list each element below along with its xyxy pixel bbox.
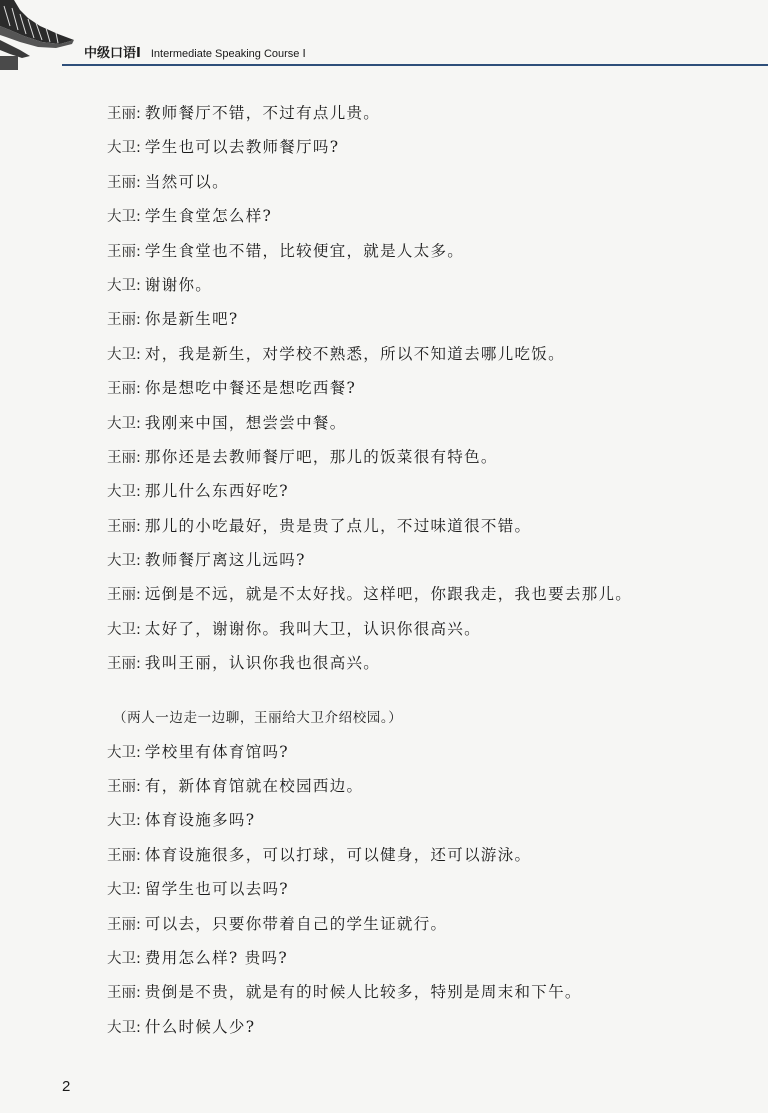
header-title-cn: 中级口语Ⅰ: [84, 46, 141, 61]
speaker-colon: :: [136, 847, 141, 864]
dialogue-line: [107, 474, 747, 508]
speaker-colon: :: [136, 985, 141, 1002]
speaker-name: 大卫: [107, 950, 136, 967]
speaker-colon: :: [136, 744, 141, 761]
speaker-colon: :: [136, 346, 141, 363]
speaker-colon: :: [136, 916, 141, 933]
dialogue-text: 那你还是去教师餐厅吧，那儿的饭菜很有特色。: [144, 447, 498, 466]
speaker-colon: :: [136, 381, 141, 398]
dialogue-text: 有，新体育馆就在校园西边。: [144, 777, 364, 796]
dialogue-line: [107, 975, 747, 1009]
stage-direction: （两人一边走一边聊，王丽给大卫介绍校园。）: [113, 709, 403, 726]
dialogue-text: 谢谢你。: [144, 275, 213, 294]
dialogue-line: [107, 612, 747, 646]
dialogue-text: 学生也可以去教师餐厅吗?: [144, 138, 340, 157]
speaker-name: 王丽: [107, 518, 136, 535]
dialogue-line: [107, 234, 747, 268]
dialogue-text: 留学生也可以去吗?: [144, 880, 289, 899]
dialogue-line: [107, 440, 747, 474]
dialogue-line: [107, 337, 747, 371]
dialogue-line: [107, 509, 747, 543]
speaker-name: 大卫: [107, 484, 136, 501]
dialogue-line: [107, 577, 747, 611]
speaker-colon: :: [136, 415, 141, 432]
header-title: [84, 42, 306, 61]
speaker-colon: :: [136, 779, 141, 796]
dialogue-text: 学生食堂怎么样?: [144, 207, 273, 226]
speaker-name: 王丽: [107, 449, 136, 466]
dialogue-line: [107, 268, 747, 302]
dialogue-text: 对，我是新生，对学校不熟悉，所以不知道去哪儿吃饭。: [144, 344, 565, 363]
speaker-name: 王丽: [107, 381, 136, 398]
dialogue-line: [107, 769, 747, 803]
speaker-name: 王丽: [107, 916, 136, 933]
page-header: [0, 0, 768, 70]
speaker-name: 大卫: [107, 621, 136, 638]
speaker-colon: :: [136, 587, 141, 604]
header-divider: [62, 64, 768, 66]
speaker-colon: :: [136, 621, 141, 638]
speaker-name: 王丽: [107, 174, 136, 191]
speaker-colon: :: [136, 882, 141, 899]
dialogue-text: 教师餐厅不错，不过有点儿贵。: [144, 104, 381, 122]
speaker-colon: :: [136, 140, 141, 157]
dialogue-text: 费用怎么样? 贵吗?: [144, 948, 288, 967]
speaker-name: 王丽: [107, 847, 136, 864]
dialogue-text: 那儿什么东西好吃?: [144, 482, 289, 501]
speaker-name: 大卫: [107, 209, 136, 226]
dialogue-text: 教师餐厅离这儿远吗?: [144, 551, 306, 570]
dialogue-text: 贵倒是不贵，就是有的时候人比较多，特别是周末和下午。: [144, 983, 582, 1002]
dialogue-text: 什么时候人少?: [144, 1017, 256, 1036]
dialogue-text: 太好了，谢谢你。我叫大卫，认识你很高兴。: [144, 619, 481, 638]
dialogue-line: [107, 941, 747, 975]
speaker-colon: :: [136, 518, 141, 535]
section-spacer: [107, 681, 747, 701]
dialogue-body: [107, 96, 747, 1044]
speaker-colon: :: [136, 950, 141, 967]
dialogue-line: [107, 1010, 747, 1044]
dialogue-line: [107, 130, 747, 164]
dialogue-text: 我刚来中国，想尝尝中餐。: [144, 413, 347, 432]
speaker-name: 大卫: [107, 277, 136, 294]
dialogue-line: [107, 371, 747, 405]
speaker-colon: :: [136, 813, 141, 830]
dialogue-line: [107, 96, 747, 130]
speaker-colon: :: [136, 484, 141, 501]
page-number: 2: [62, 1078, 71, 1095]
speaker-name: 王丽: [107, 106, 136, 122]
speaker-name: 大卫: [107, 553, 136, 570]
speaker-name: 大卫: [107, 813, 136, 830]
speaker-colon: :: [136, 243, 141, 260]
speaker-name: 大卫: [107, 140, 136, 157]
speaker-name: 王丽: [107, 312, 136, 329]
dialogue-line: [107, 872, 747, 906]
dialogue-line: [107, 907, 747, 941]
speaker-name: 王丽: [107, 779, 136, 796]
dialogue-line: [107, 543, 747, 577]
dialogue-line: [107, 302, 747, 336]
speaker-name: 王丽: [107, 656, 136, 673]
dialogue-line: [107, 838, 747, 872]
speaker-colon: :: [136, 277, 141, 294]
speaker-colon: :: [136, 106, 141, 122]
dialogue-text: 我叫王丽，认识你我也很高兴。: [144, 654, 381, 673]
pagoda-roof-icon: [0, 0, 80, 70]
dialogue-line: [107, 803, 747, 837]
dialogue-line: [107, 646, 747, 680]
speaker-name: 大卫: [107, 882, 136, 899]
dialogue-text: 体育设施多吗?: [144, 811, 256, 830]
dialogue-text: 学校里有体育馆吗?: [144, 742, 289, 761]
header-title-en: Intermediate Speaking Course Ⅰ: [150, 48, 306, 60]
dialogue-text: 那儿的小吃最好，贵是贵了点儿，不过味道很不错。: [144, 516, 532, 535]
dialogue-text: 远倒是不远，就是不太好找。这样吧，你跟我走，我也要去那儿。: [144, 585, 633, 604]
speaker-name: 大卫: [107, 415, 136, 432]
speaker-colon: :: [136, 449, 141, 466]
dialogue-line: [107, 406, 747, 440]
speaker-name: 王丽: [107, 587, 136, 604]
dialogue-line: [107, 735, 747, 769]
speaker-name: 大卫: [107, 346, 136, 363]
dialogue-text: 你是新生吧?: [144, 310, 239, 329]
speaker-colon: :: [136, 312, 141, 329]
speaker-colon: :: [136, 174, 141, 191]
dialogue-text: 可以去，只要你带着自己的学生证就行。: [144, 914, 448, 933]
speaker-name: 王丽: [107, 243, 136, 260]
speaker-name: 王丽: [107, 985, 136, 1002]
speaker-name: 大卫: [107, 1019, 136, 1036]
dialogue-section-1: [107, 96, 747, 681]
dialogue-line: [107, 165, 747, 199]
speaker-colon: :: [136, 209, 141, 226]
speaker-colon: :: [136, 553, 141, 570]
dialogue-line: [107, 199, 747, 233]
speaker-colon: :: [136, 1019, 141, 1036]
dialogue-text: 学生食堂也不错，比较便宜，就是人太多。: [144, 241, 465, 260]
dialogue-text: 你是想吃中餐还是想吃西餐?: [144, 379, 357, 398]
speaker-colon: :: [136, 656, 141, 673]
speaker-name: 大卫: [107, 744, 136, 761]
dialogue-text: 当然可以。: [144, 172, 229, 191]
dialogue-text: 体育设施很多，可以打球，可以健身，还可以游泳。: [144, 845, 532, 864]
dialogue-section-2: [107, 735, 747, 1045]
